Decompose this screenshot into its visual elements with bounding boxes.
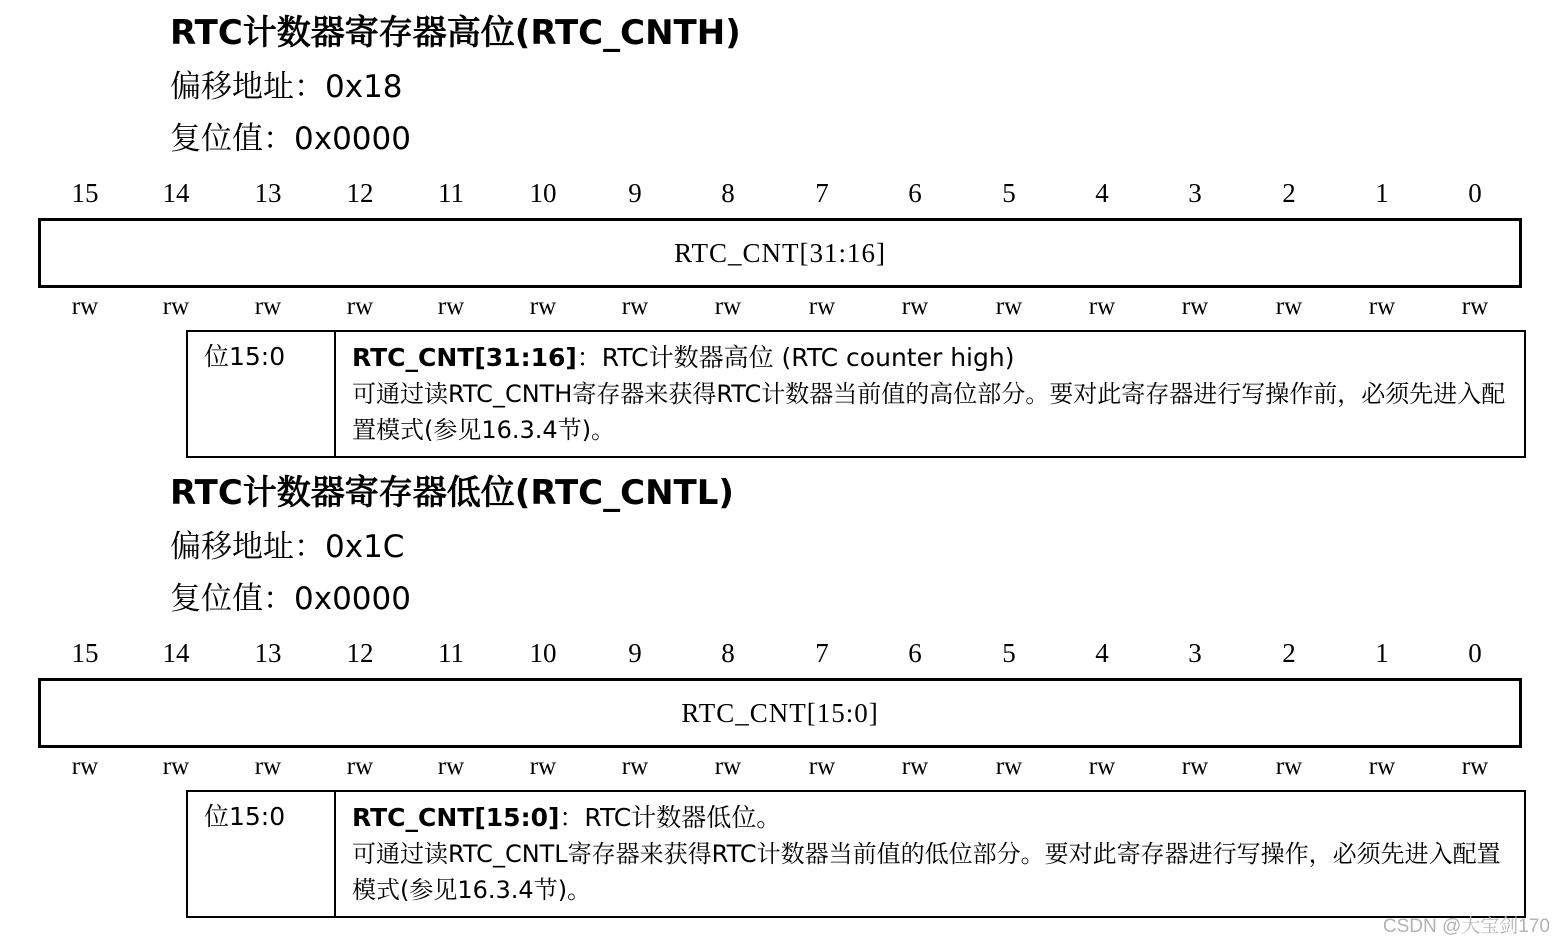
bit-number: 12: [346, 178, 374, 208]
description-bit-range: 位15:0: [188, 792, 336, 916]
bit-number: 5: [1002, 178, 1016, 208]
access-type: rw: [71, 753, 99, 780]
access-type: rw: [346, 753, 374, 780]
access-type-row: [38, 290, 1522, 324]
access-type: rw: [162, 293, 190, 320]
description-field-name: RTC_CNT[31:16]: [352, 343, 577, 372]
access-type-row: [38, 750, 1522, 784]
bit-number: 6: [908, 178, 922, 208]
bit-number: 7: [815, 178, 829, 208]
field-description-table: [186, 330, 1526, 458]
bit-number-row: [38, 636, 1522, 670]
bit-number: 1: [1375, 178, 1389, 208]
bit-field-box: [38, 678, 1522, 748]
bit-number: 15: [71, 638, 99, 668]
field-description-table: [186, 790, 1526, 918]
bit-number: 13: [254, 638, 282, 668]
description-bit-range: 位15:0: [188, 332, 336, 456]
bit-number: 12: [346, 638, 374, 668]
access-type: rw: [1088, 753, 1116, 780]
access-type: rw: [1461, 753, 1489, 780]
access-type: rw: [529, 753, 557, 780]
description-text-cell: [336, 792, 1524, 916]
bit-number: 8: [721, 178, 735, 208]
access-type: rw: [437, 753, 465, 780]
access-type: rw: [621, 753, 649, 780]
access-type: rw: [254, 753, 282, 780]
description-field-name: RTC_CNT[15:0]: [352, 803, 560, 832]
bit-number: 15: [71, 178, 99, 208]
description-text-cell: [336, 332, 1524, 456]
bit-number: 4: [1095, 638, 1109, 668]
access-type: rw: [621, 293, 649, 320]
access-type: rw: [1088, 293, 1116, 320]
bit-number: 13: [254, 178, 282, 208]
access-type: rw: [1275, 293, 1303, 320]
watermark: CSDN @大宝剑170: [1382, 916, 1550, 937]
access-type: rw: [346, 293, 374, 320]
access-type: rw: [1181, 293, 1209, 320]
access-type: rw: [162, 753, 190, 780]
reset-value: 复位值：0x0000: [170, 121, 411, 157]
bit-field-box: [38, 218, 1522, 288]
access-type: rw: [1181, 753, 1209, 780]
access-type: rw: [437, 293, 465, 320]
bit-number: 6: [908, 638, 922, 668]
access-type: rw: [1461, 293, 1489, 320]
bit-number: 10: [529, 638, 557, 668]
description-headline: [352, 800, 1514, 836]
access-type: rw: [995, 753, 1023, 780]
access-type: rw: [714, 293, 742, 320]
reset-value: 复位值：0x0000: [170, 581, 411, 617]
bit-number: 4: [1095, 178, 1109, 208]
bit-number: 9: [628, 178, 642, 208]
bit-number-row: [38, 176, 1522, 210]
description-body: 可通过读RTC_CNTH寄存器来获得RTC计数器当前值的高位部分。要对此寄存器进行写操作前，必须先进入配置模式(参见16.3.4节)。: [352, 380, 1506, 444]
description-body: 可通过读RTC_CNTL寄存器来获得RTC计数器当前值的低位部分。要对此寄存器进行写操作，必须先进入配置模式(参见16.3.4节)。: [352, 840, 1501, 904]
bit-number: 2: [1282, 638, 1296, 668]
access-type: rw: [254, 293, 282, 320]
bit-number: 1: [1375, 638, 1389, 668]
access-type: rw: [714, 753, 742, 780]
bit-number: 14: [162, 638, 190, 668]
bit-field-name: RTC_CNT[15:0]: [681, 697, 879, 728]
bit-number: 3: [1188, 638, 1202, 668]
offset-address: 偏移地址：0x18: [170, 69, 403, 105]
bit-number: 3: [1188, 178, 1202, 208]
access-type: rw: [901, 753, 929, 780]
register-title: RTC计数器寄存器高位(RTC_CNTH): [170, 13, 741, 53]
register-title: RTC计数器寄存器低位(RTC_CNTL): [170, 473, 734, 513]
access-type: rw: [1275, 753, 1303, 780]
bit-field-name: RTC_CNT[31:16]: [674, 237, 886, 268]
access-type: rw: [995, 293, 1023, 320]
access-type: rw: [1368, 753, 1396, 780]
bit-number: 11: [438, 638, 464, 668]
bit-number: 8: [721, 638, 735, 668]
bit-number: 11: [438, 178, 464, 208]
bit-number: 2: [1282, 178, 1296, 208]
bit-number: 7: [815, 638, 829, 668]
access-type: rw: [529, 293, 557, 320]
bit-number: 0: [1468, 178, 1482, 208]
access-type: rw: [808, 293, 836, 320]
register-rtc-cnth: [0, 0, 1564, 460]
description-summary: ：RTC计数器高位 (RTC counter high): [576, 343, 1015, 372]
bit-number: 10: [529, 178, 557, 208]
access-type: rw: [1368, 293, 1396, 320]
description-summary: ：RTC计数器低位。: [559, 803, 782, 832]
bit-number: 14: [162, 178, 190, 208]
bit-number: 5: [1002, 638, 1016, 668]
access-type: rw: [808, 753, 836, 780]
register-rtc-cntl: [0, 460, 1564, 920]
description-headline: [352, 340, 1514, 376]
access-type: rw: [901, 293, 929, 320]
bit-number: 9: [628, 638, 642, 668]
offset-address: 偏移地址：0x1C: [170, 529, 405, 565]
access-type: rw: [71, 293, 99, 320]
bit-number: 0: [1468, 638, 1482, 668]
